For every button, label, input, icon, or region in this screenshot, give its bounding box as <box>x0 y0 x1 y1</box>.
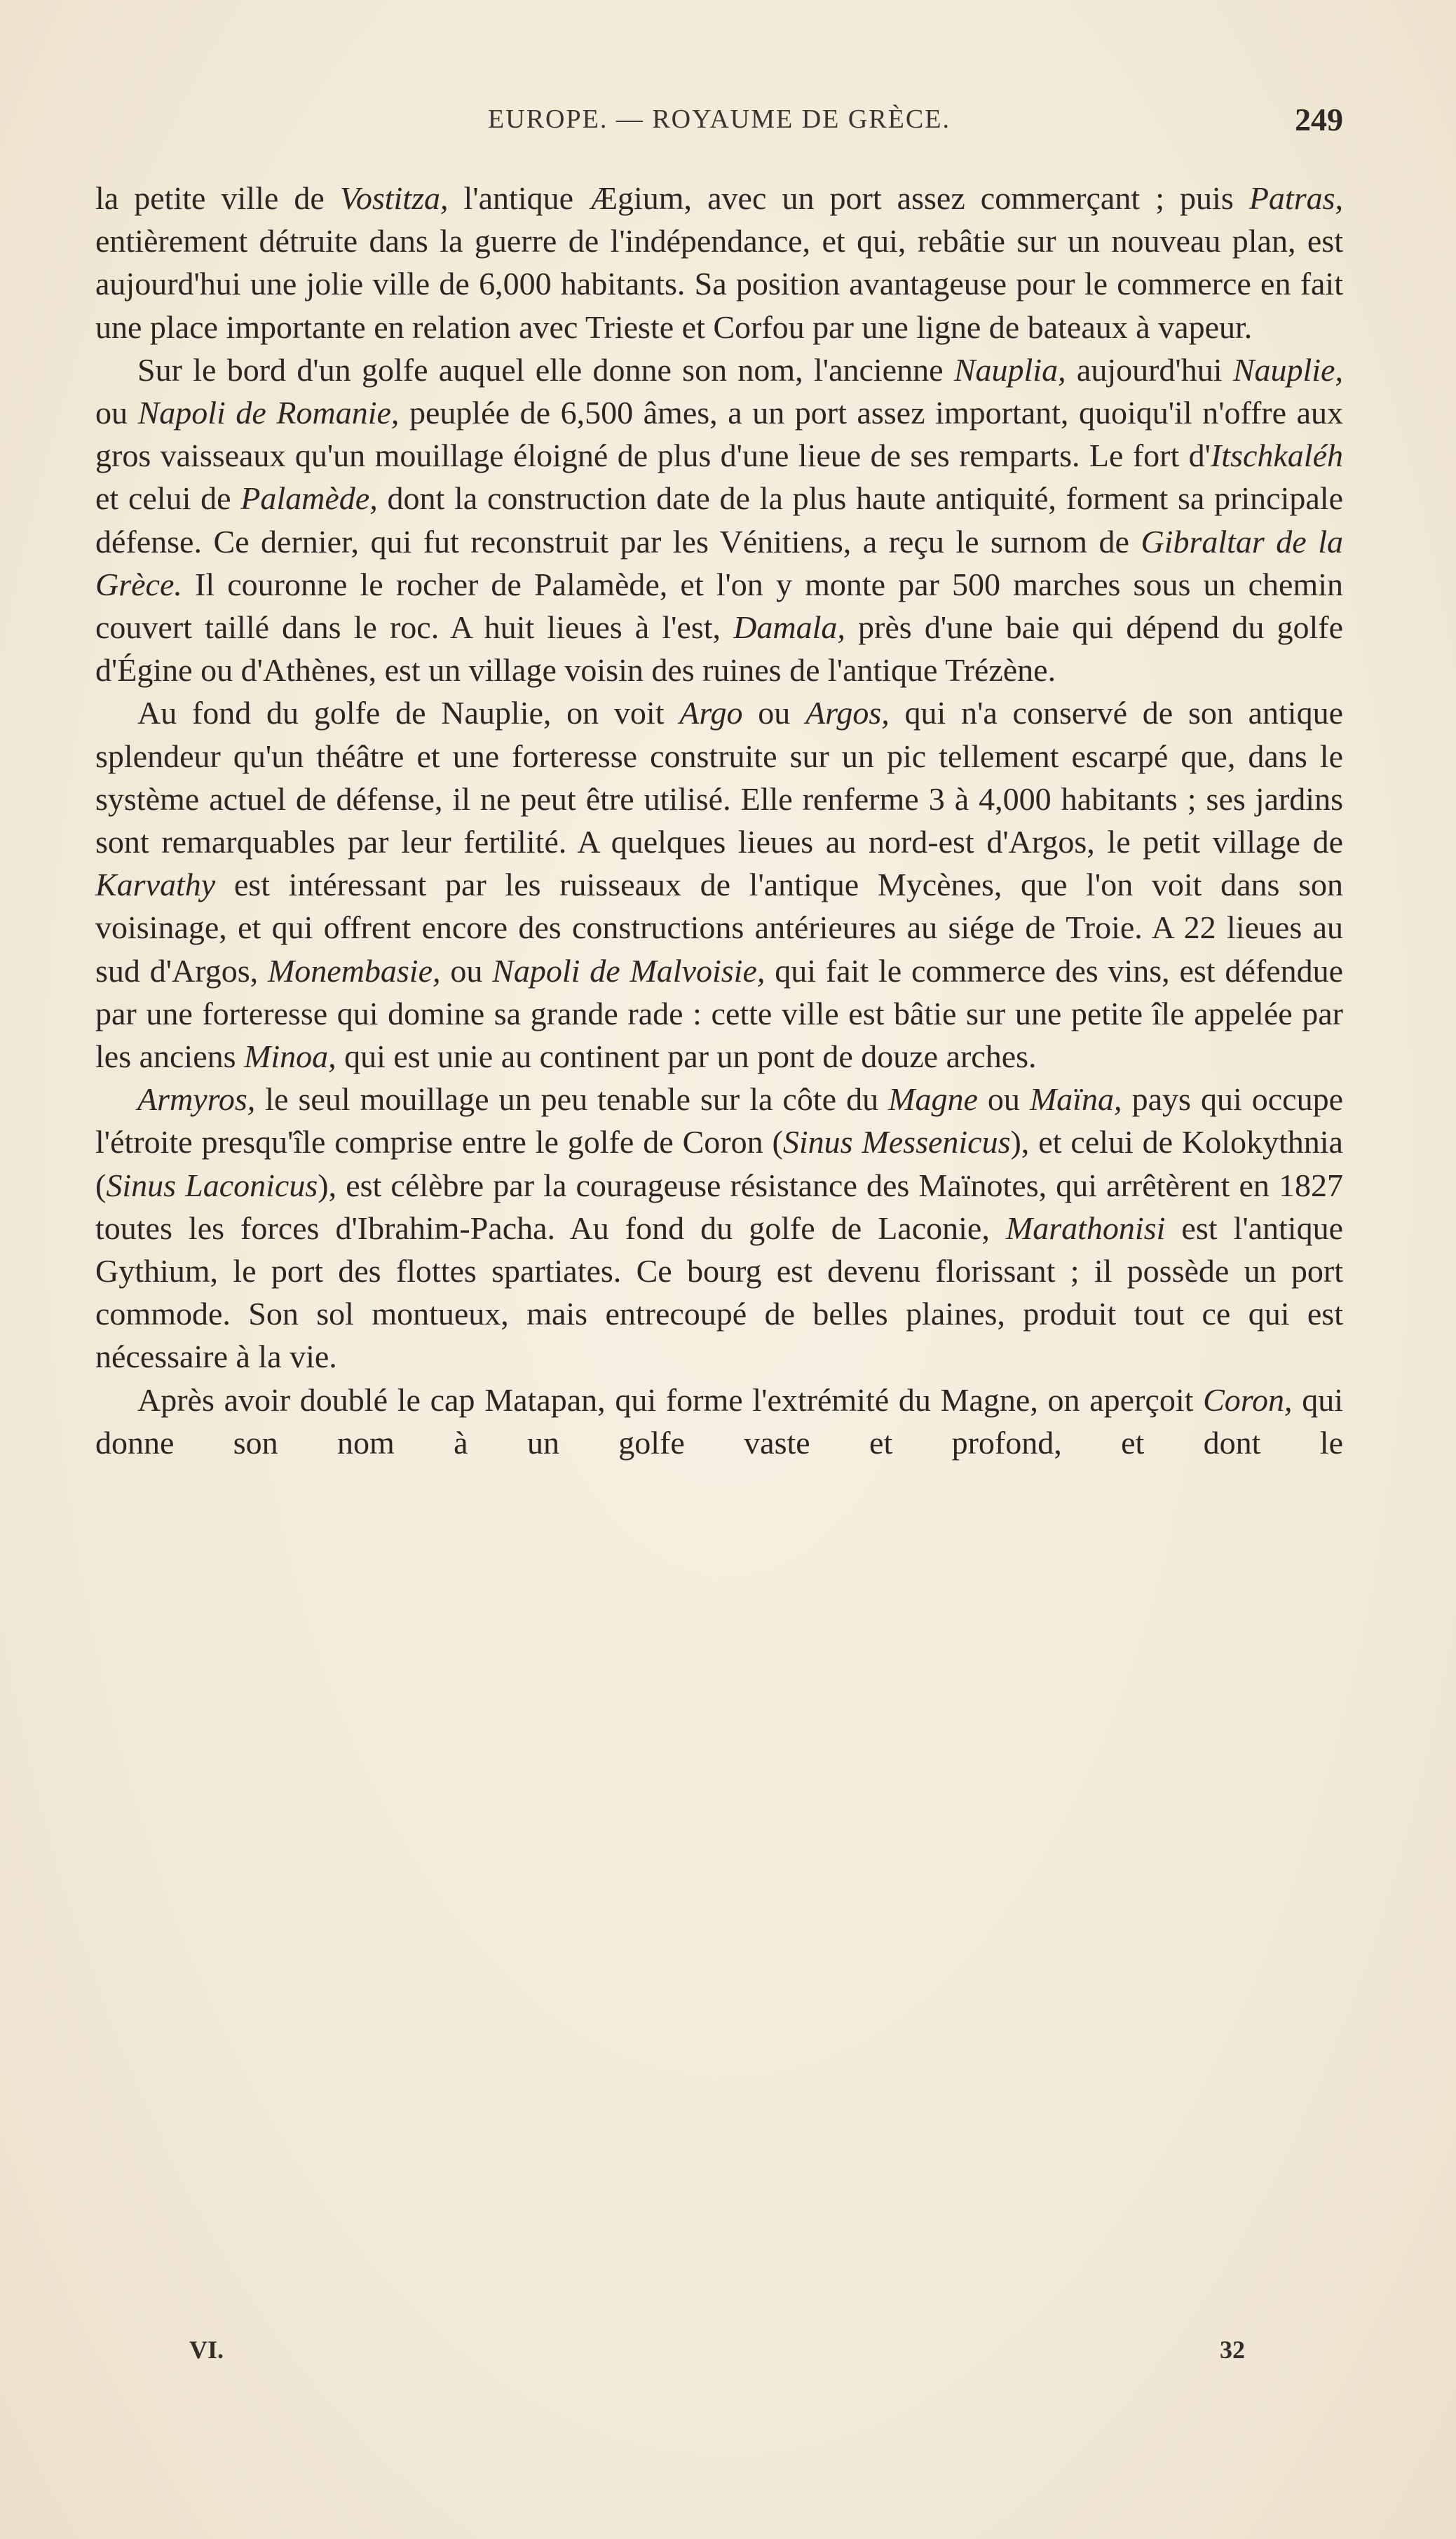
text-run: ), et celui de Kolokythnia ( <box>95 1124 1343 1203</box>
italic-term: Marathonisi <box>1005 1210 1166 1246</box>
italic-term: Nauplia, <box>953 351 1066 388</box>
italic-term: Magne <box>888 1081 978 1118</box>
text-run: peuplée de 6,500 âmes, a un port assez important, quoiqu'il n'offre aux gros vaisseaux qu'un mouillage éloigné de plus d'une lieue de ses remparts. Le fort d' <box>95 395 1344 474</box>
text-run: ou <box>95 395 138 431</box>
text-run: et celui de <box>95 480 241 517</box>
italic-term: Sinus Messenicus <box>782 1124 1011 1160</box>
italic-term: Damala, <box>733 609 845 646</box>
text-run: est l'antique Gythium, le port des flottes spartiates. Ce bourg est devenu florissant ; il possède un port commode. Son sol montueux, mais entrecoupé de belles plaines, produit tout ce qui est nécessaire à la vie. <box>95 1210 1344 1375</box>
paragraph-magne <box>95 1078 1343 1378</box>
text-run: l'antique Ægium, avec un port assez commerçant ; puis <box>448 180 1249 216</box>
signature-mark: VI. <box>189 2336 224 2364</box>
text-run: qui est unie au continent par un pont de douze arches. <box>336 1038 1037 1075</box>
paragraph-nauplie <box>95 348 1343 692</box>
text-body <box>95 177 1343 1464</box>
text-run: qui fait le commerce des vins, est défendue par une forteresse qui domine sa grande rade : cette ville est bâtie sur une petite île appelée par les anciens <box>95 952 1343 1075</box>
text-run: pays qui occupe l'étroite presqu'île comprise entre le golfe de Coron ( <box>95 1081 1344 1160</box>
italic-term: Itschkaléh <box>1210 438 1343 474</box>
paragraph-coron <box>95 1379 1343 1464</box>
text-run: qui donne son nom à un golfe vaste et profond, et dont le <box>95 1381 1343 1461</box>
text-run: Au fond du golfe de Nauplie, on voit <box>137 695 680 731</box>
page-number: 249 <box>1295 102 1343 137</box>
running-title: EUROPE. — ROYAUME DE GRÈCE. <box>488 104 951 134</box>
italic-term: Monembasie, <box>267 952 441 989</box>
italic-term: Minoa, <box>244 1038 336 1075</box>
italic-term: Sinus Laconicus <box>106 1167 318 1203</box>
text-run: aujourd'hui <box>1066 351 1233 388</box>
italic-term: Armyros, <box>137 1081 256 1118</box>
italic-term: Palamède, <box>240 480 378 517</box>
text-run: près d'une baie qui dépend du golfe d'Égine ou d'Athènes, est un village voisin des ruines de l'antique Trézène. <box>95 609 1343 689</box>
italic-term: Coron, <box>1203 1381 1293 1418</box>
text-run: est intéressant par les ruisseaux de l'antique Mycènes, que l'on voit dans son voisinage, et qui offrent encore des constructions antérieures au siége de Troie. A 22 lieues au sud d'Argos, <box>95 867 1343 989</box>
text-run: ), est célèbre par la courageuse résistance des Maïnotes, qui arrêtèrent en 1827 toutes les forces d'Ibrahim-Pacha. Au fond du golfe de Laconie, <box>95 1167 1344 1246</box>
italic-term: Gibraltar de la Grèce. <box>95 523 1343 602</box>
page-footer <box>95 2335 1343 2370</box>
text-run: Il couronne le rocher de Palamède, et l'on y monte par 500 marches sous un chemin couvert taillé dans le roc. A huit lieues à l'est, <box>95 566 1343 646</box>
italic-term: Napoli de Romanie, <box>137 395 400 431</box>
text-run: Après avoir doublé le cap Matapan, qui forme l'extrémité du Magne, on aperçoit <box>137 1381 1204 1418</box>
sheet-number: 32 <box>1220 2336 1245 2364</box>
italic-term: Argos, <box>805 695 890 731</box>
text-run: le seul mouillage un peu tenable sur la côte du <box>255 1081 889 1118</box>
text-run: qui n'a conservé de son antique splendeur qu'un théâtre et une forteresse construite sur un pic tellement escarpé que, dans le système actuel de défense, il ne peut être utilisé. Elle renferme 3 à 4,000 habitants ; ses jardins sont remarquables par leur fertilité. A quelques lieues au nord-est d'Argos, le petit village de <box>95 695 1343 860</box>
text-run: ou <box>440 952 493 989</box>
italic-term: Patras, <box>1249 180 1343 216</box>
text-run: dont la construction date de la plus haute antiquité, forment sa principale défense. Ce dernier, qui fut reconstruit par les Vénitiens, a reçu le surnom de <box>95 480 1343 560</box>
text-run: la petite ville de <box>95 180 340 216</box>
italic-term: Karvathy <box>95 867 216 903</box>
text-run: ou <box>977 1081 1030 1118</box>
italic-term: Nauplie, <box>1232 351 1343 388</box>
text-run: Sur le bord d'un golfe auquel elle donne son nom, l'ancienne <box>137 351 954 388</box>
page-header <box>95 104 1343 153</box>
italic-term: Vostitza, <box>339 180 449 216</box>
text-run: entièrement détruite dans la guerre de l'indépendance, et qui, rebâtie sur un nouveau plan, est aujourd'hui une jolie ville de 6,000 habitants. Sa position avantageuse pour le commerce en fait une place importante en relation avec Trieste et Corfou par une ligne de bateaux à vapeur. <box>95 223 1343 345</box>
paragraph-argos <box>95 691 1343 1078</box>
italic-term: Maïna, <box>1029 1081 1122 1118</box>
italic-term: Napoli de Malvoisie, <box>492 952 766 989</box>
paragraph-vostitza-patras <box>95 177 1343 348</box>
text-run: ou <box>742 695 806 731</box>
italic-term: Argo <box>679 695 743 731</box>
